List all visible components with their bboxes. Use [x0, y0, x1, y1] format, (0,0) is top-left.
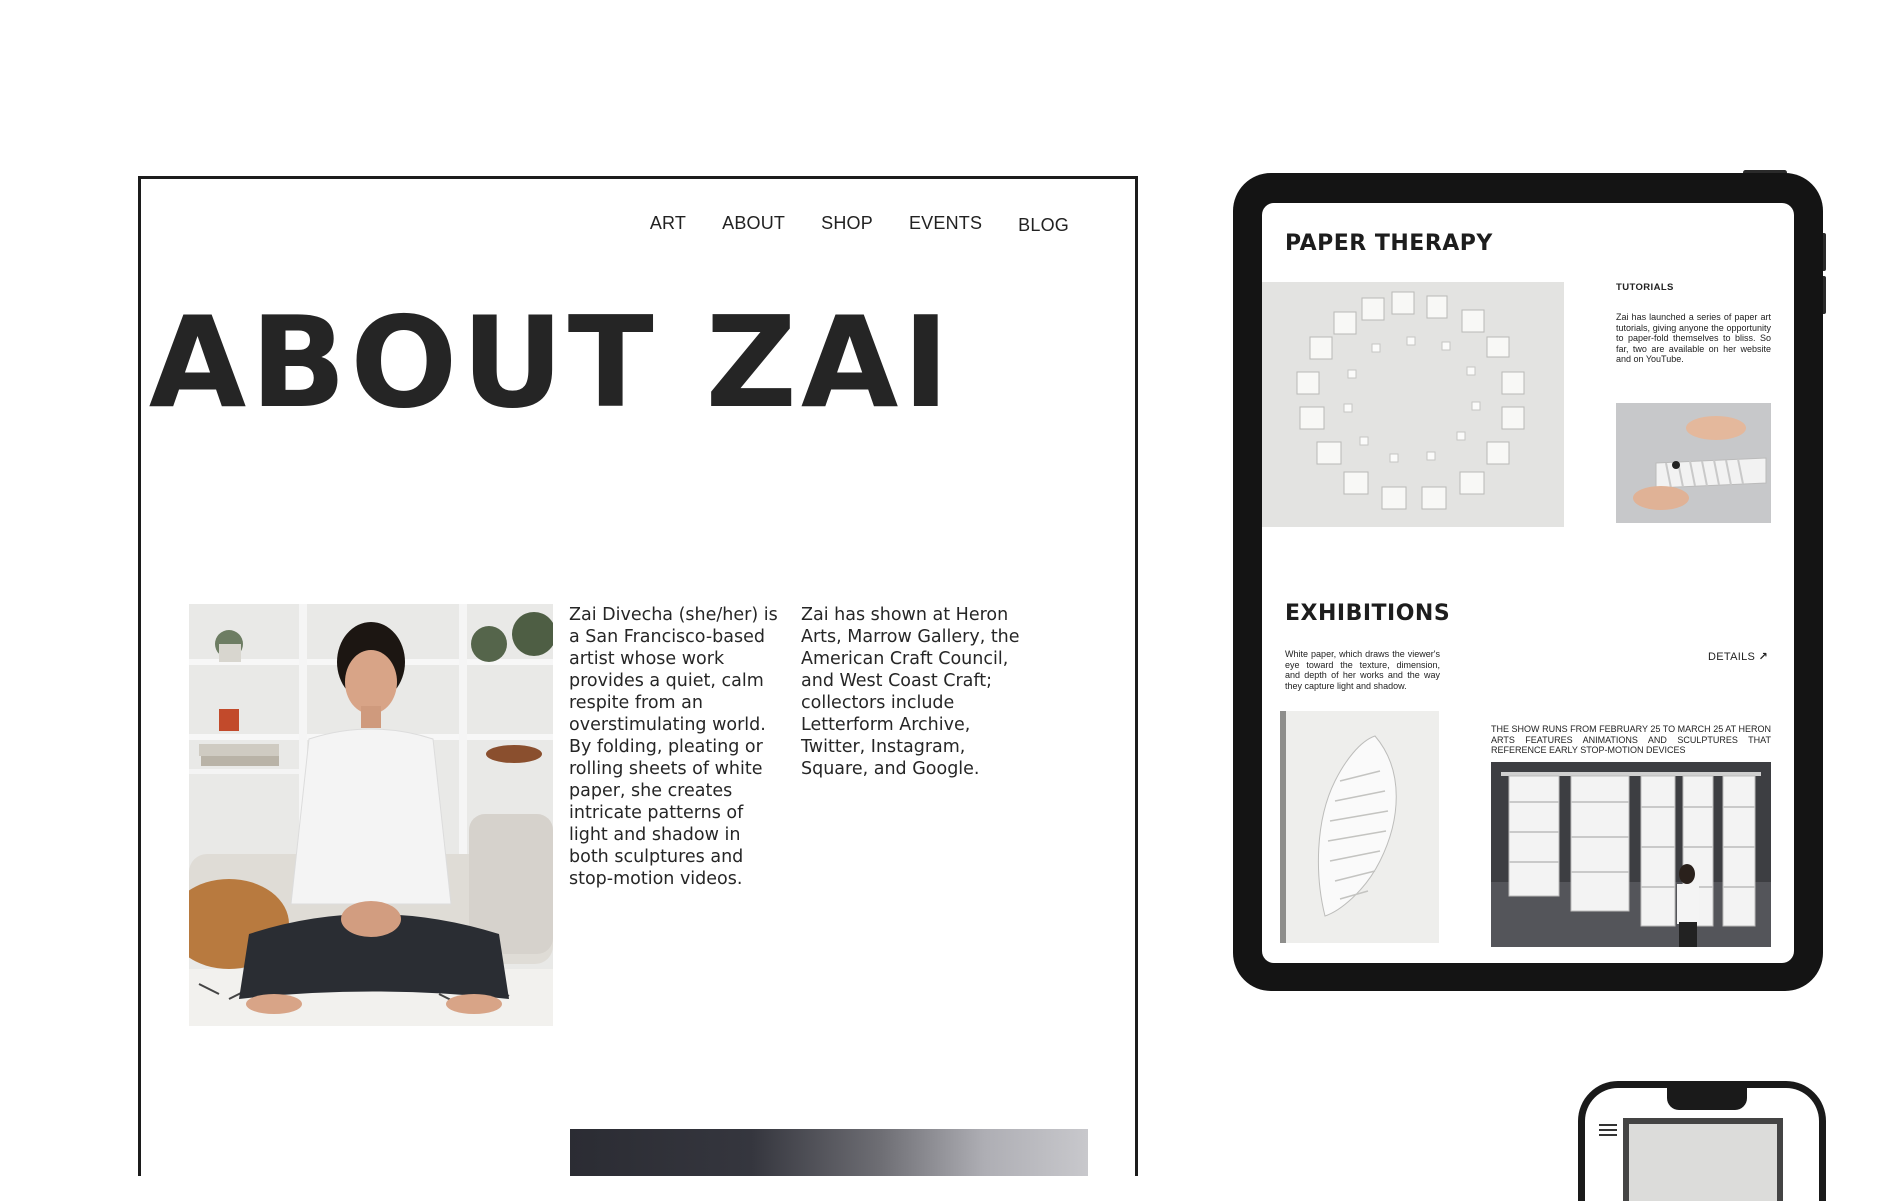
hands-folding-paper-image	[1616, 403, 1771, 523]
nav-about[interactable]: ABOUT	[722, 213, 786, 233]
artist-portrait-image	[189, 604, 553, 1026]
phone-screen	[1585, 1088, 1819, 1201]
gallery-installation-image	[1491, 762, 1771, 947]
nav-events[interactable]: EVENTS	[908, 213, 983, 233]
nav-shop[interactable]: SHOP	[821, 213, 873, 233]
tablet-mockup	[1233, 173, 1823, 991]
show-dates-text: THE SHOW RUNS FROM FEBRUARY 25 TO MARCH 25 AT HERON ARTS FEATURES ANIMATIONS AND SCULPTURES THAT REFERENCE EARLY STOP-MOTION DEVICES	[1491, 724, 1771, 755]
page-title: ABOUT ZAI	[148, 289, 954, 436]
main-nav	[650, 213, 1069, 236]
phone-notch	[1667, 1088, 1747, 1110]
phone-mockup	[1578, 1081, 1826, 1201]
exhibitions-description: White paper, which draws the viewer's eye toward the texture, dimension, and depth of her works and the way they capture light and shadow.	[1285, 649, 1440, 691]
details-label: DETAILS	[1708, 651, 1756, 663]
bio-text-column-2: Zai has shown at Heron Arts, Marrow Gallery, the American Craft Council, and West Coast Craft; collectors include Letterform Archive, Twitter, Instagram, Square, and Google.	[801, 605, 1020, 779]
bio-text-column-1: Zai Divecha (she/her) is a San Francisco-based artist whose work provides a quiet, calm respite from an overstimulating world. By folding, pleating or rolling sheets of white paper, she creates intricate patterns of light and shadow in both sculptures and stop-motion videos.	[569, 605, 778, 889]
bottom-preview-image	[570, 1129, 1088, 1176]
tablet-screen	[1262, 203, 1794, 963]
paper-ring-sculpture-image	[1262, 282, 1564, 527]
arrow-up-right-icon: ↗	[1758, 651, 1769, 663]
desktop-mockup	[138, 176, 1138, 1176]
paper-wall-sculpture-image	[1280, 711, 1439, 943]
hamburger-menu-icon[interactable]	[1599, 1124, 1617, 1139]
paper-therapy-heading: PAPER THERAPY	[1285, 231, 1493, 256]
exhibitions-heading: EXHIBITIONS	[1285, 601, 1451, 626]
tutorials-label: TUTORIALS	[1616, 282, 1674, 293]
tutorials-description: Zai has launched a series of paper art tutorials, giving anyone the opportunity to paper-fold themselves to bliss. So far, two are available on her website and on YouTube.	[1616, 312, 1771, 364]
phone-preview-image	[1623, 1118, 1783, 1201]
details-link[interactable]	[1708, 650, 1768, 663]
nav-blog[interactable]: BLOG	[1018, 215, 1069, 235]
nav-art[interactable]: ART	[649, 213, 687, 233]
